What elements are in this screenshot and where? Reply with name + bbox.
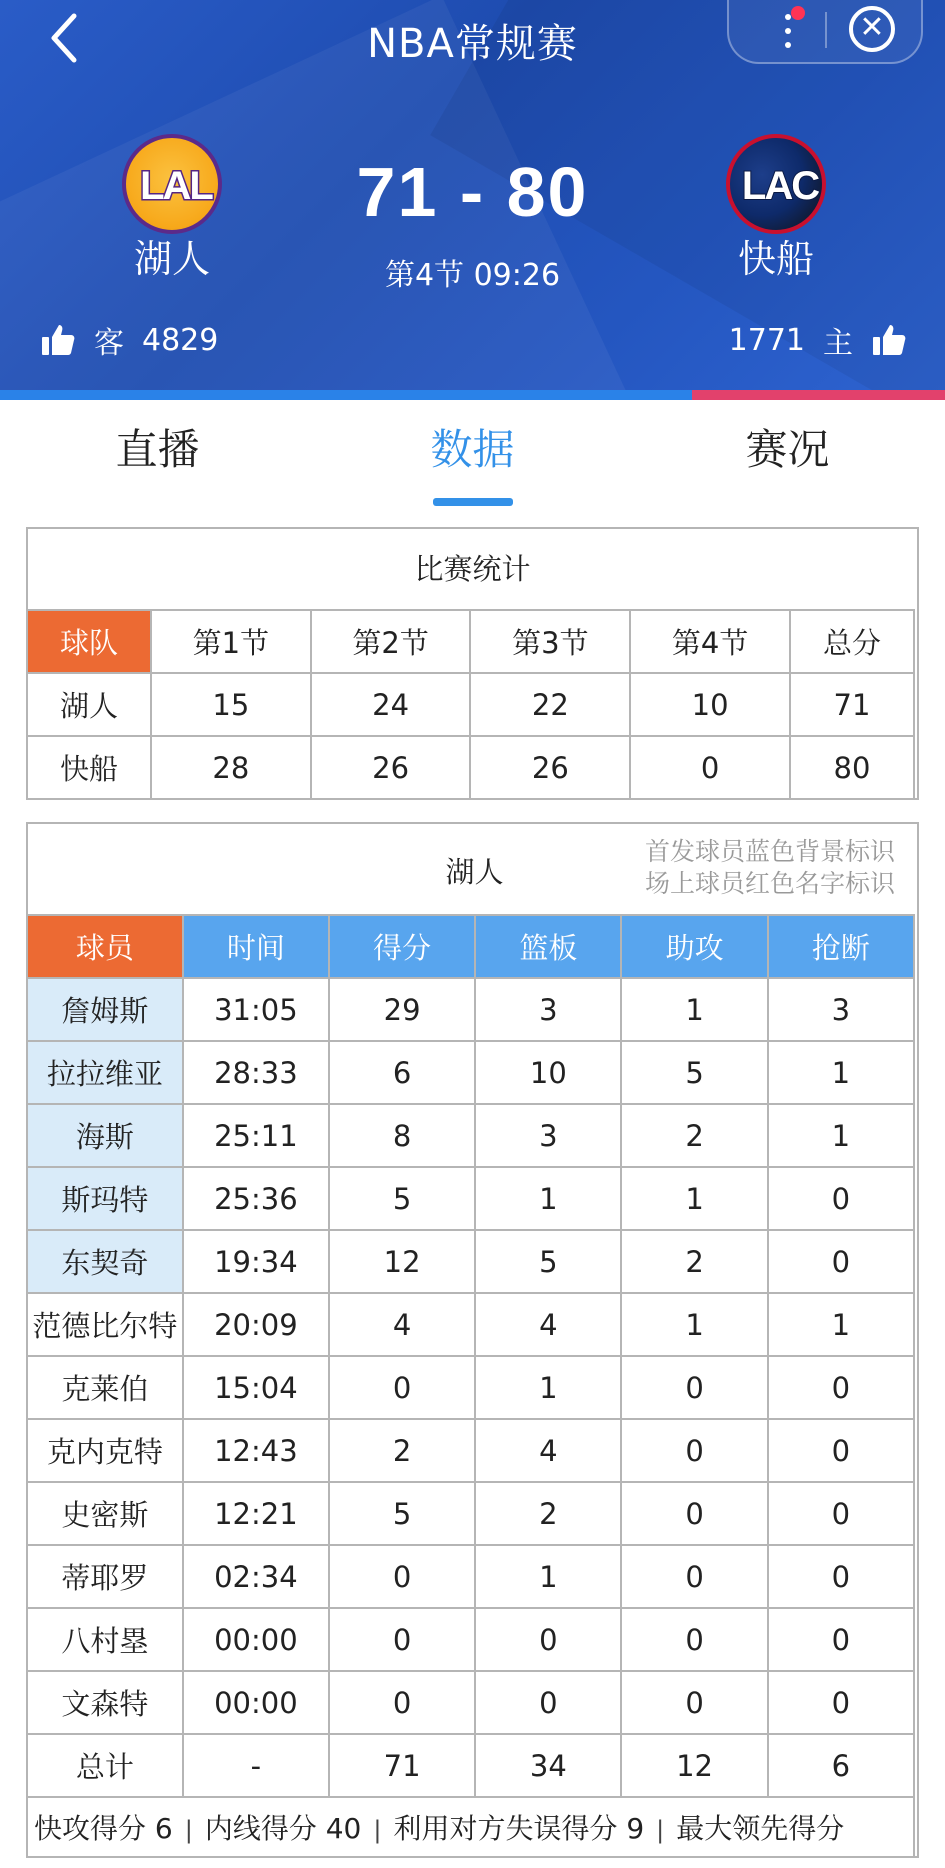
player-stat-cell: 5 bbox=[329, 1167, 475, 1230]
total-row bbox=[27, 1734, 914, 1797]
box-header-cell: 助攻 bbox=[621, 915, 767, 978]
footer-row bbox=[27, 1797, 914, 1857]
player-name-cell: 拉拉维亚 bbox=[27, 1041, 183, 1104]
player-stat-cell: 25:11 bbox=[183, 1104, 329, 1167]
footer-stat: 内线得分 40 bbox=[204, 1812, 362, 1845]
box-score-legend bbox=[645, 836, 895, 900]
box-header-row bbox=[27, 915, 914, 978]
quarter-score-cell: 22 bbox=[470, 673, 630, 736]
total-cell: 12 bbox=[621, 1734, 767, 1797]
likes-ratio-bar bbox=[0, 390, 945, 400]
player-stat-cell: 0 bbox=[768, 1356, 914, 1419]
player-stat-cell: 2 bbox=[621, 1230, 767, 1293]
player-stat-cell: 20:09 bbox=[183, 1293, 329, 1356]
footer-stat: 快攻得分 6 bbox=[34, 1812, 173, 1845]
notification-dot bbox=[791, 6, 805, 20]
player-row[interactable] bbox=[27, 1041, 914, 1104]
box-header-cell: 篮板 bbox=[475, 915, 621, 978]
home-likes bbox=[729, 318, 907, 362]
period-clock: 第4节 09:26 bbox=[384, 258, 561, 293]
player-stat-cell: 0 bbox=[475, 1671, 621, 1734]
footer-stat: 最大领先得分 bbox=[676, 1812, 845, 1845]
home-team-name: 快船 bbox=[737, 237, 814, 281]
game-stats-title: 比赛统计 bbox=[414, 552, 531, 586]
player-stat-cell: 0 bbox=[768, 1671, 914, 1734]
player-stat-cell: 3 bbox=[768, 978, 914, 1041]
home-likes-count: 1771 bbox=[728, 322, 805, 358]
quarter-score-cell: 15 bbox=[151, 673, 311, 736]
player-name-cell: 史密斯 bbox=[27, 1482, 183, 1545]
mini-program-capsule bbox=[727, 0, 923, 64]
player-stat-cell: 0 bbox=[768, 1419, 914, 1482]
total-cell: 34 bbox=[475, 1734, 621, 1797]
player-name-cell: 范德比尔特 bbox=[27, 1293, 183, 1356]
player-stat-cell: 02:34 bbox=[183, 1545, 329, 1608]
player-stat-cell: 0 bbox=[621, 1482, 767, 1545]
player-stat-cell: 0 bbox=[621, 1608, 767, 1671]
quarter-score-cell: 26 bbox=[470, 736, 630, 799]
box-score-team: 湖人 bbox=[445, 855, 504, 889]
player-stat-cell: 4 bbox=[475, 1419, 621, 1482]
player-stat-cell: 0 bbox=[329, 1356, 475, 1419]
player-stats bbox=[26, 914, 915, 1858]
player-stat-cell: 25:36 bbox=[183, 1167, 329, 1230]
player-stat-cell: 1 bbox=[475, 1545, 621, 1608]
quarter-score-cell: 0 bbox=[630, 736, 790, 799]
page-title: NBA常规赛 bbox=[367, 21, 578, 67]
player-row[interactable] bbox=[27, 1608, 914, 1671]
player-stat-cell: 10 bbox=[475, 1041, 621, 1104]
team-extra-stats bbox=[27, 1797, 914, 1857]
tab-live[interactable]: 直播 bbox=[115, 425, 200, 474]
box-score-table bbox=[26, 822, 919, 1858]
player-row[interactable] bbox=[27, 1671, 914, 1734]
player-stat-cell: 0 bbox=[768, 1482, 914, 1545]
total-cell: 6 bbox=[768, 1734, 914, 1797]
legend-starter: 首发球员蓝色背景标识 bbox=[644, 837, 895, 866]
player-stat-cell: 0 bbox=[768, 1608, 914, 1671]
box-header-cell: 时间 bbox=[183, 915, 329, 978]
player-stat-cell: 29 bbox=[329, 978, 475, 1041]
footer-separator: | bbox=[656, 1816, 665, 1844]
player-name-cell: 海斯 bbox=[27, 1104, 183, 1167]
likes-ratio-away bbox=[0, 390, 692, 400]
away-team-name: 湖人 bbox=[133, 237, 210, 281]
player-stat-cell: 19:34 bbox=[183, 1230, 329, 1293]
quarter-header-cell: 第2节 bbox=[311, 610, 471, 673]
score: 71 - 80 bbox=[356, 153, 589, 231]
player-stat-cell: 1 bbox=[475, 1356, 621, 1419]
player-stat-cell: 4 bbox=[329, 1293, 475, 1356]
game-header bbox=[0, 0, 945, 393]
player-stat-cell: 15:04 bbox=[183, 1356, 329, 1419]
player-stat-cell: 12:43 bbox=[183, 1419, 329, 1482]
player-name-cell: 东契奇 bbox=[27, 1230, 183, 1293]
away-likes-label: 客 bbox=[94, 326, 124, 361]
quarter-score-cell: 80 bbox=[790, 736, 914, 799]
player-row[interactable] bbox=[27, 1482, 914, 1545]
player-stat-cell: 6 bbox=[329, 1041, 475, 1104]
player-stat-cell: 00:00 bbox=[183, 1671, 329, 1734]
quarter-score-cell: 10 bbox=[630, 673, 790, 736]
player-stat-cell: 2 bbox=[621, 1104, 767, 1167]
tab-bar bbox=[0, 400, 945, 510]
player-stat-cell: 3 bbox=[475, 978, 621, 1041]
player-stat-cell: 0 bbox=[621, 1419, 767, 1482]
player-stat-cell: 1 bbox=[621, 1293, 767, 1356]
thumbs-up-icon[interactable] bbox=[871, 322, 907, 358]
player-stat-cell: 0 bbox=[329, 1545, 475, 1608]
player-stat-cell: 1 bbox=[768, 1293, 914, 1356]
player-stat-cell: 1 bbox=[768, 1104, 914, 1167]
player-name-cell: 斯玛特 bbox=[27, 1167, 183, 1230]
quarter-header-row bbox=[27, 610, 914, 673]
quarter-score-cell: 71 bbox=[790, 673, 914, 736]
player-stat-cell: 5 bbox=[329, 1482, 475, 1545]
quarter-header-cell: 第3节 bbox=[470, 610, 630, 673]
player-row[interactable] bbox=[27, 1167, 914, 1230]
player-name-cell: 詹姆斯 bbox=[27, 978, 183, 1041]
player-row[interactable] bbox=[27, 1293, 914, 1356]
player-stat-cell: 0 bbox=[475, 1608, 621, 1671]
player-stat-cell: 4 bbox=[475, 1293, 621, 1356]
clippers-logo: LAC bbox=[726, 134, 826, 234]
quarter-score-cell: 26 bbox=[311, 736, 471, 799]
player-name-cell: 文森特 bbox=[27, 1671, 183, 1734]
box-header-cell: 抢断 bbox=[768, 915, 914, 978]
quarter-score-cell: 28 bbox=[151, 736, 311, 799]
home-likes-label: 主 bbox=[823, 326, 853, 361]
player-stat-cell: 1 bbox=[621, 1167, 767, 1230]
away-likes-count: 4829 bbox=[142, 322, 219, 358]
player-name-cell: 克内克特 bbox=[27, 1419, 183, 1482]
quarter-row bbox=[27, 736, 914, 799]
player-name-cell: 克莱伯 bbox=[27, 1356, 183, 1419]
quarter-header-cell: 第4节 bbox=[630, 610, 790, 673]
quarter-row bbox=[27, 673, 914, 736]
player-stat-cell: 12 bbox=[329, 1230, 475, 1293]
capsule-divider bbox=[825, 12, 827, 48]
player-stat-cell: 2 bbox=[329, 1419, 475, 1482]
player-row[interactable] bbox=[27, 978, 914, 1041]
footer-stat: 利用对方失误得分 9 bbox=[393, 1812, 645, 1845]
player-stat-cell: 0 bbox=[329, 1671, 475, 1734]
thumbs-up-icon[interactable] bbox=[40, 322, 76, 358]
player-stat-cell: 1 bbox=[768, 1041, 914, 1104]
quarter-team-cell: 快船 bbox=[27, 736, 151, 799]
player-stat-cell: 8 bbox=[329, 1104, 475, 1167]
game-stats-table bbox=[26, 527, 919, 800]
player-stat-cell: 0 bbox=[768, 1167, 914, 1230]
box-header-cell: 得分 bbox=[329, 915, 475, 978]
quarter-scores bbox=[26, 609, 915, 800]
player-stat-cell: 1 bbox=[475, 1167, 621, 1230]
footer-separator: | bbox=[184, 1816, 193, 1844]
player-stat-cell: 28:33 bbox=[183, 1041, 329, 1104]
player-stat-cell: 0 bbox=[621, 1356, 767, 1419]
total-cell: - bbox=[183, 1734, 329, 1797]
tab-recap[interactable]: 赛况 bbox=[745, 425, 830, 474]
player-stat-cell: 00:00 bbox=[183, 1608, 329, 1671]
player-stat-cell: 0 bbox=[768, 1230, 914, 1293]
player-row[interactable] bbox=[27, 1419, 914, 1482]
player-stat-cell: 31:05 bbox=[183, 978, 329, 1041]
likes-ratio-home bbox=[692, 390, 945, 400]
total-cell: 总计 bbox=[27, 1734, 183, 1797]
player-stat-cell: 5 bbox=[475, 1230, 621, 1293]
player-stat-cell: 1 bbox=[621, 978, 767, 1041]
player-stat-cell: 0 bbox=[329, 1608, 475, 1671]
box-header-cell: 球员 bbox=[27, 915, 183, 978]
player-name-cell: 蒂耶罗 bbox=[27, 1545, 183, 1608]
tab-data[interactable]: 数据 bbox=[315, 400, 630, 510]
player-stat-cell: 3 bbox=[475, 1104, 621, 1167]
lakers-logo: LAL bbox=[122, 134, 222, 234]
total-cell: 71 bbox=[329, 1734, 475, 1797]
quarter-header-cell: 第1节 bbox=[151, 610, 311, 673]
player-row[interactable] bbox=[27, 1230, 914, 1293]
quarter-team-cell: 湖人 bbox=[27, 673, 151, 736]
player-stat-cell: 2 bbox=[475, 1482, 621, 1545]
away-likes bbox=[40, 318, 218, 362]
quarter-header-cell: 球队 bbox=[27, 610, 151, 673]
player-stat-cell: 0 bbox=[621, 1545, 767, 1608]
close-circle-icon[interactable]: ✕ bbox=[849, 6, 895, 52]
player-row[interactable] bbox=[27, 1104, 914, 1167]
player-row[interactable] bbox=[27, 1356, 914, 1419]
quarter-header-cell: 总分 bbox=[790, 610, 914, 673]
footer-separator: | bbox=[373, 1816, 382, 1844]
player-stat-cell: 0 bbox=[621, 1671, 767, 1734]
player-row[interactable] bbox=[27, 1545, 914, 1608]
player-stat-cell: 12:21 bbox=[183, 1482, 329, 1545]
player-name-cell: 八村塁 bbox=[27, 1608, 183, 1671]
box-score-header bbox=[28, 824, 917, 914]
legend-oncourt: 场上球员红色名字标识 bbox=[644, 869, 895, 898]
player-stat-cell: 5 bbox=[621, 1041, 767, 1104]
player-stat-cell: 0 bbox=[768, 1545, 914, 1608]
quarter-score-cell: 24 bbox=[311, 673, 471, 736]
